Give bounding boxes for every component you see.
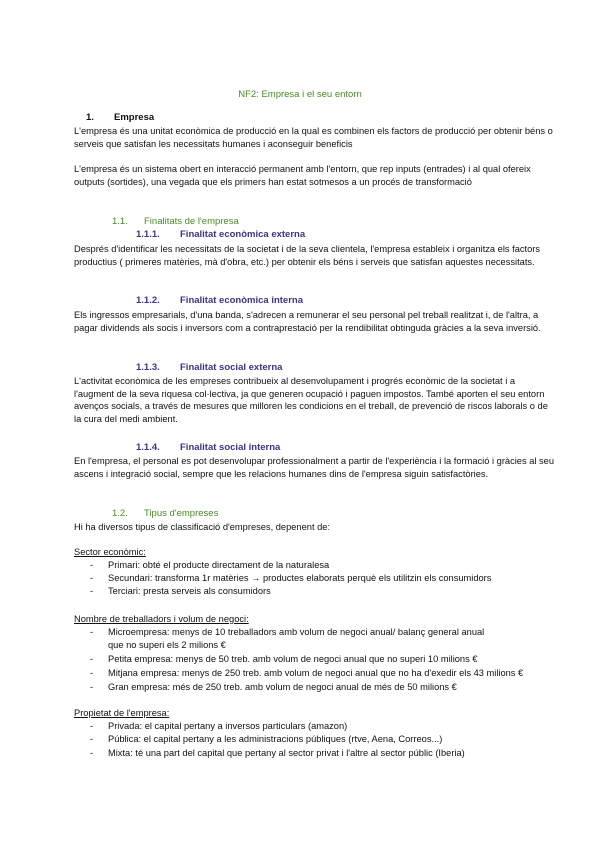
list-item [90,720,560,733]
list-item [90,585,560,598]
list-item [90,559,560,572]
page-title: NF2: Empresa i el seu entorn [238,89,362,100]
subheading-workers-volume: Nombre de treballadors i volum de negoci: [74,614,249,624]
paragraph-economic-internal: Els ingressos empresarials, d'una banda, s'adrecen a remunerar el seu personal pel treball realitzat i, de l'altra, a pagar dividends als socis i inversors com a contraprestació per la rendibilitat obtinguda gràcies a la seva inversió. [74,310,541,333]
list-item-text: Petita empresa: menys de 50 treb. amb volum de negoci anual que no superi 10 milions € [108,654,478,664]
bullet-dash: - [90,748,94,758]
list-item [90,667,560,680]
heading-label: Empresa [114,112,155,123]
heading-section-1-2 [112,508,218,519]
bullet-dash: - [90,627,94,637]
list-item-text: Mixta: té una part del capital que pertany al sector privat i l'altre al sector públic (Iberia) [108,748,465,758]
list-item-text: Secundari: transforma 1r matèries → productes elaborats perquè els utilitzin els consumidors [108,573,492,583]
heading-number: 1. [86,112,94,123]
list-item-text: Privada: el capital pertany a inversos particulars (amazon) [108,721,348,731]
list-item-text: Microempresa: menys de 10 treballadors amb volum de negoci anual/ balanç general anual [108,627,485,637]
paragraph-economic-external: Després d'identificar les necessitats de la societat i de la seva clientela, l'empresa estableix i organitza els factors productius ( primeres matèries, mà d'obra, etc.) per obtenir els béns i serveis que satisfan aquestes necessitats. [74,244,541,267]
bullet-dash: - [90,586,94,596]
list-item [90,747,560,760]
heading-section-1-1-3 [136,362,282,373]
heading-section-1-1-4 [136,442,280,453]
paragraph-system: L'empresa és un sistema obert en interacció permanent amb l'entorn, que rep inputs (entrades) i al qual ofereix outputs (sortides), una vegada que els primers han estat sotmesos a un procés de transformació [74,164,531,187]
heading-section-1-1-2 [136,295,303,306]
list-item [90,681,560,694]
paragraph-social-internal: En l'empresa, el personal es pot desenvolupar professionalment a partir de l'experiència i la formació i gràcies al seu ascens i integració social, sempre que les relacions humanes dins de l'empresa siguin satisfactòries. [74,456,555,479]
list-item-continuation: que no superi els 2 milions € [108,639,226,650]
list-item [90,626,560,651]
list-item-text: Pública: el capital pertany a les administracions públiques (rtve, Aena, Correos...) [108,734,443,744]
heading-label: Finalitat social interna [180,442,281,453]
list-item [90,733,560,746]
heading-number: 1.2. [112,508,128,519]
bullet-dash: - [90,654,94,664]
heading-label: Tipus d'empreses [144,508,219,519]
heading-number: 1.1.4. [136,442,160,453]
list-item [90,653,560,666]
list-item [90,572,560,585]
paragraph-definition: L'empresa és una unitat econòmica de producció en la qual es combinen els factors de producció per obtenir béns o serveis que satisfan les necessitats humanes i aconseguir beneficis [74,126,553,149]
bullet-dash: - [90,682,94,692]
paragraph-types-intro: Hi ha diversos tipus de classificació d'empreses, depenent de: [74,522,331,532]
heading-label: Finalitat econòmica interna [180,295,303,306]
heading-section-1 [86,112,154,123]
heading-number: 1.1.3. [136,362,160,373]
heading-label: Finalitats de l'empresa [144,216,239,227]
paragraph-social-external: L'activitat econòmica de les empreses contribueix al desenvolupament i progrés econòmic de la societat i a l'augment de la seva riquesa col·lectiva, ja que generen ocupació i paguen impostos. També aporten el seu entorn avenços socials, a través de mesures que milloren les condicions en el treball, de prevenció de riscos laborals o de la cura del medi ambient. [74,376,548,424]
heading-number: 1.1.2. [136,295,160,306]
heading-number: 1.1.1. [136,229,160,240]
bullet-dash: - [90,560,94,570]
heading-label: Finalitat social externa [180,362,283,373]
heading-label: Finalitat econòmica externa [180,229,306,240]
heading-section-1-1 [112,216,239,227]
list-item-text: Terciari: presta serveis als consumidors [108,586,271,596]
bullet-dash: - [90,734,94,744]
subheading-economic-sector: Sector econòmic: [74,547,146,557]
heading-section-1-1-1 [136,229,305,240]
heading-number: 1.1. [112,216,128,227]
bullet-dash: - [90,573,94,583]
list-item-text: Mitjana empresa: menys de 250 treb. amb volum de negoci anual que no ha d'exedir els 43 milions € [108,668,524,678]
bullet-dash: - [90,721,94,731]
list-item-text: Gran empresa: més de 250 treb. amb volum de negoci anual de més de 50 milions € [108,682,457,692]
subheading-ownership: Propietat de l'empresa: [74,708,170,718]
list-item-text: Primari: obté el producte directament de la naturalesa [108,560,330,570]
bullet-dash: - [90,668,94,678]
